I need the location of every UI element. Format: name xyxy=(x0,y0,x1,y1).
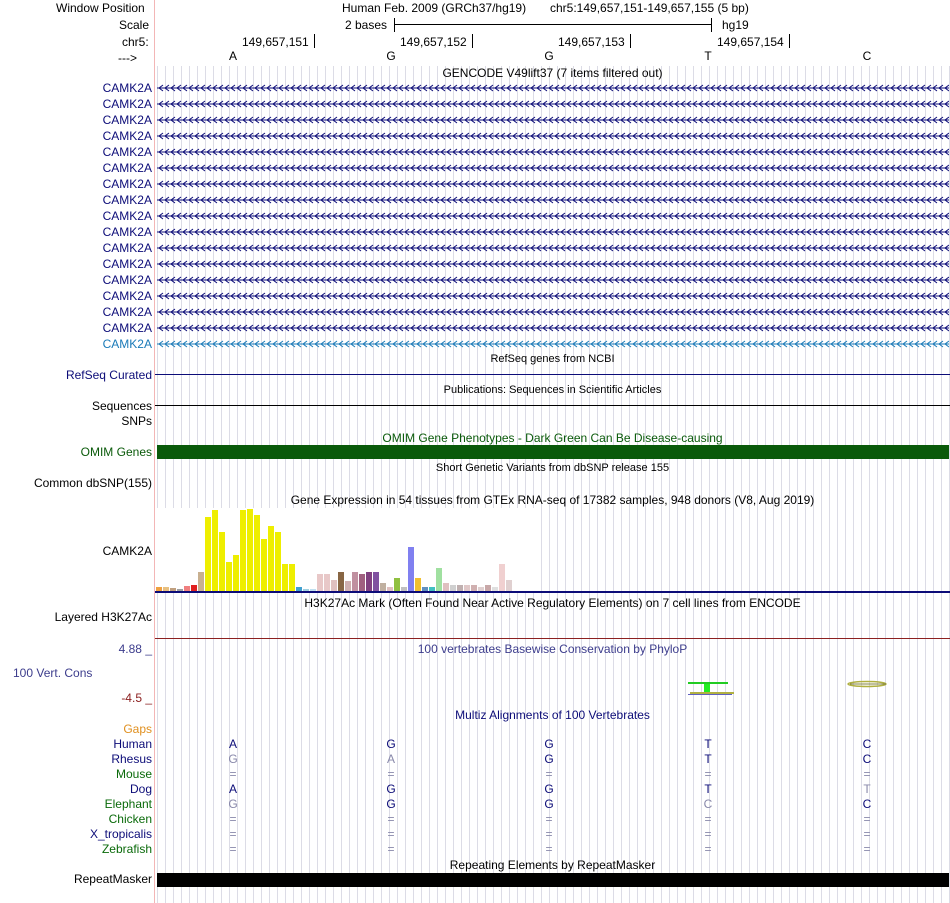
gencode-gene-track[interactable] xyxy=(157,115,949,125)
grid-line xyxy=(325,66,326,903)
gencode-title[interactable]: GENCODE V49lift37 (7 items filtered out) xyxy=(442,66,663,80)
grid-line xyxy=(205,66,206,903)
gencode-gene-track[interactable] xyxy=(157,195,949,205)
multiz-base: C xyxy=(862,737,872,751)
multiz-base: C xyxy=(862,797,872,811)
grid-line xyxy=(765,66,766,903)
multiz-base: = xyxy=(229,842,237,856)
gtex-tissue-bar[interactable] xyxy=(205,517,211,591)
multiz-base: = xyxy=(229,812,237,826)
multiz-base: = xyxy=(863,812,871,826)
grid-line xyxy=(269,66,270,903)
grid-line xyxy=(789,66,790,903)
grid-line xyxy=(533,66,534,903)
grid-line xyxy=(349,66,350,903)
grid-line xyxy=(581,66,582,903)
grid-line xyxy=(725,66,726,903)
gtex-tissue-bar[interactable] xyxy=(345,581,351,591)
grid-line xyxy=(837,66,838,903)
gtex-tissue-bar[interactable] xyxy=(247,509,253,591)
multiz-species-label[interactable]: Mouse xyxy=(115,767,152,781)
gencode-gene-track[interactable] xyxy=(157,99,949,109)
multiz-base: G xyxy=(386,797,396,811)
gtex-tissue-bar[interactable] xyxy=(198,572,204,591)
grid-line xyxy=(461,66,462,903)
coord-tick xyxy=(314,34,315,48)
gencode-gene-label[interactable]: CAMK2A xyxy=(102,145,152,159)
grid-line xyxy=(197,66,198,903)
gencode-gene-label[interactable]: CAMK2A xyxy=(102,225,152,239)
gtex-tissue-bar[interactable] xyxy=(240,510,246,591)
multiz-base: = xyxy=(387,767,395,781)
grid-line xyxy=(509,66,510,903)
grid-line xyxy=(573,66,574,903)
gtex-tissue-bar[interactable] xyxy=(233,555,239,591)
gtex-tissue-bar[interactable] xyxy=(408,547,414,591)
gencode-gene-track[interactable] xyxy=(157,259,949,269)
gtex-tissue-bar[interactable] xyxy=(506,580,512,591)
gencode-gene-label[interactable]: CAMK2A xyxy=(102,161,152,175)
coord-label: 149,657,152 xyxy=(400,35,467,49)
grid-line xyxy=(757,66,758,903)
publications-line xyxy=(155,405,950,406)
grid-line xyxy=(517,66,518,903)
repeatmasker-bar[interactable] xyxy=(157,873,949,887)
multiz-base: = xyxy=(387,812,395,826)
omim-title[interactable]: OMIM Gene Phenotypes - Dark Green Can Be Disease-causing xyxy=(382,431,723,445)
grid-line xyxy=(645,66,646,903)
gtex-tissue-bar[interactable] xyxy=(394,578,400,591)
grid-line xyxy=(677,66,678,903)
gtex-tissue-bar[interactable] xyxy=(499,564,505,591)
multiz-base: = xyxy=(545,842,553,856)
gencode-gene-label[interactable]: CAMK2A xyxy=(102,289,152,303)
grid-line xyxy=(613,66,614,903)
scale-bar xyxy=(394,24,711,25)
base-letter: C xyxy=(862,49,872,63)
grid-line xyxy=(589,66,590,903)
base-letter: G xyxy=(386,49,396,63)
gencode-gene-track[interactable] xyxy=(157,147,949,157)
grid-line xyxy=(485,66,486,903)
coord-label: 149,657,151 xyxy=(242,35,309,49)
grid-line xyxy=(597,66,598,903)
grid-line xyxy=(221,66,222,903)
gencode-gene-track[interactable] xyxy=(157,243,949,253)
gencode-gene-label[interactable]: CAMK2A xyxy=(102,241,152,255)
gencode-gene-track[interactable] xyxy=(157,323,949,333)
multiz-base: G xyxy=(386,782,396,796)
gtex-tissue-bar[interactable] xyxy=(443,583,449,591)
gencode-gene-track[interactable] xyxy=(157,339,949,349)
grid-line xyxy=(717,66,718,903)
gtex-tissue-bar[interactable] xyxy=(268,526,274,591)
gtex-tissue-bar[interactable] xyxy=(324,574,330,591)
multiz-base: = xyxy=(704,812,712,826)
refseq-title[interactable]: RefSeq genes from NCBI xyxy=(490,353,615,365)
multiz-base: G xyxy=(544,752,554,766)
multiz-base: = xyxy=(863,767,871,781)
gtex-tissue-bar[interactable] xyxy=(212,510,218,591)
grid-line xyxy=(933,66,934,903)
window-position-label: Window Position xyxy=(56,1,145,15)
gencode-gene-track[interactable] xyxy=(157,131,949,141)
multiz-base: = xyxy=(545,767,553,781)
gencode-gene-label[interactable]: CAMK2A xyxy=(102,193,152,207)
gtex-tissue-bar[interactable] xyxy=(219,532,225,591)
grid-line xyxy=(813,66,814,903)
gencode-gene-label[interactable]: CAMK2A xyxy=(102,321,152,335)
grid-line xyxy=(901,66,902,903)
h3k27ac-label[interactable]: Layered H3K27Ac xyxy=(54,610,152,624)
grid-line xyxy=(341,66,342,903)
grid-line xyxy=(749,66,750,903)
grid-line xyxy=(661,66,662,903)
gencode-gene-track[interactable] xyxy=(157,163,949,173)
multiz-base: G xyxy=(228,752,238,766)
phylop-max: 4.88 _ xyxy=(118,642,152,656)
gencode-gene-track[interactable] xyxy=(157,307,949,317)
multiz-species-label[interactable]: Human xyxy=(113,737,152,751)
grid-line xyxy=(165,66,166,903)
scale-bar-right-tick xyxy=(711,18,712,32)
grid-line xyxy=(637,66,638,903)
grid-line xyxy=(525,66,526,903)
gencode-gene-label[interactable]: CAMK2A xyxy=(102,97,152,111)
grid-line xyxy=(285,66,286,903)
gencode-gene-label[interactable]: CAMK2A xyxy=(102,209,152,223)
grid-line xyxy=(405,66,406,903)
grid-line xyxy=(893,66,894,903)
grid-line xyxy=(309,66,310,903)
publications-label[interactable]: Sequences xyxy=(91,399,152,413)
multiz-species-label[interactable]: Zebrafish xyxy=(101,842,152,856)
base-letter: A xyxy=(228,49,237,63)
multiz-base: = xyxy=(229,827,237,841)
coord-label: 149,657,154 xyxy=(717,35,784,49)
repeatmasker-title[interactable]: Repeating Elements by RepeatMasker xyxy=(449,858,656,872)
grid-line xyxy=(741,66,742,903)
multiz-base: G xyxy=(386,737,396,751)
grid-line xyxy=(373,66,374,903)
multiz-base: T xyxy=(704,752,712,766)
scale-text: 2 bases xyxy=(345,18,388,32)
multiz-species-label[interactable]: Dog xyxy=(129,782,152,796)
scale-label: Scale xyxy=(119,18,150,32)
phylop-title[interactable]: 100 vertebrates Basewise Conservation by PhyloP xyxy=(417,642,688,656)
gtex-tissue-bar[interactable] xyxy=(317,574,323,591)
multiz-base: = xyxy=(545,827,553,841)
base-letter: T xyxy=(704,49,712,63)
gtex-baseline xyxy=(155,591,950,593)
multiz-base: T xyxy=(704,737,712,751)
multiz-base: C xyxy=(703,797,713,811)
gaps-label[interactable]: Gaps xyxy=(123,722,152,736)
base-letter: G xyxy=(544,49,554,63)
gencode-gene-label[interactable]: CAMK2A xyxy=(102,81,152,95)
multiz-base: = xyxy=(704,827,712,841)
grid-line xyxy=(733,66,734,903)
gencode-gene-label[interactable]: CAMK2A xyxy=(102,113,152,127)
grid-line xyxy=(277,66,278,903)
multiz-base: = xyxy=(863,842,871,856)
grid-line xyxy=(685,66,686,903)
gencode-gene-track[interactable] xyxy=(157,291,949,301)
grid-line xyxy=(493,66,494,903)
grid-line xyxy=(781,66,782,903)
multiz-base: A xyxy=(228,782,237,796)
grid-line xyxy=(773,66,774,903)
grid-line xyxy=(557,66,558,903)
grid-line xyxy=(173,66,174,903)
multiz-species-label[interactable]: Rhesus xyxy=(111,752,152,766)
grid-line xyxy=(333,66,334,903)
grid-line xyxy=(357,66,358,903)
grid-line xyxy=(845,66,846,903)
multiz-species-label[interactable]: Chicken xyxy=(108,812,152,826)
coord-tick xyxy=(472,34,473,48)
gtex-tissue-bar[interactable] xyxy=(261,539,267,591)
grid-line xyxy=(941,66,942,903)
grid-line xyxy=(421,66,422,903)
multiz-base: T xyxy=(704,782,712,796)
grid-line xyxy=(797,66,798,903)
h3k27ac-line xyxy=(155,638,950,639)
grid-line xyxy=(909,66,910,903)
multiz-base: C xyxy=(862,752,872,766)
grid-line xyxy=(453,66,454,903)
multiz-base: G xyxy=(544,797,554,811)
grid-line xyxy=(365,66,366,903)
grid-line xyxy=(181,66,182,903)
grid-line xyxy=(261,66,262,903)
position-readout[interactable]: chr5:149,657,151-149,657,155 (5 bp) xyxy=(550,1,749,15)
assembly-label: Human Feb. 2009 (GRCh37/hg19) xyxy=(342,1,527,15)
phylop-glyph-t xyxy=(686,680,736,698)
grid-line xyxy=(189,66,190,903)
gtex-tissue-bar[interactable] xyxy=(275,532,281,591)
dbsnp-label[interactable]: Common dbSNP(155) xyxy=(33,476,152,490)
multiz-base: G xyxy=(544,737,554,751)
gencode-gene-label[interactable]: CAMK2A xyxy=(102,273,152,287)
grid-line xyxy=(501,66,502,903)
phylop-min: -4.5 _ xyxy=(121,691,152,705)
gencode-gene-label[interactable]: CAMK2A xyxy=(102,305,152,319)
multiz-base: = xyxy=(545,812,553,826)
multiz-base: G xyxy=(544,782,554,796)
multiz-base: G xyxy=(228,797,238,811)
h3k27ac-title[interactable]: H3K27Ac Mark (Often Found Near Active Regulatory Elements) on 7 cell lines from ENCODE xyxy=(304,596,801,610)
grid-line xyxy=(565,66,566,903)
coord-tick xyxy=(630,34,631,48)
multiz-title[interactable]: Multiz Alignments of 100 Vertebrates xyxy=(455,708,650,722)
multiz-base: = xyxy=(229,767,237,781)
gtex-tissue-bar[interactable] xyxy=(282,564,288,591)
grid-line xyxy=(397,66,398,903)
grid-line xyxy=(253,66,254,903)
gtex-label[interactable]: CAMK2A xyxy=(102,544,152,558)
strand-label: ---> xyxy=(118,51,137,65)
gencode-gene-track[interactable] xyxy=(157,211,949,221)
gtex-tissue-bar[interactable] xyxy=(380,583,386,591)
grid-line xyxy=(157,66,158,903)
grid-line xyxy=(829,66,830,903)
coord-label: 149,657,153 xyxy=(558,35,625,49)
grid-line xyxy=(925,66,926,903)
gtex-tissue-bar[interactable] xyxy=(373,572,379,591)
grid-line xyxy=(445,66,446,903)
grid-line xyxy=(477,66,478,903)
phylop-label[interactable]: 100 Vert. Cons xyxy=(13,666,93,680)
scale-bar-left-tick xyxy=(394,18,395,32)
grid-line xyxy=(853,66,854,903)
multiz-base: = xyxy=(387,842,395,856)
multiz-base: A xyxy=(228,737,237,751)
gtex-barchart[interactable] xyxy=(156,508,536,591)
omim-label[interactable]: OMIM Genes xyxy=(80,445,152,459)
coord-tick xyxy=(789,34,790,48)
grid-line xyxy=(293,66,294,903)
refseq-line xyxy=(155,374,950,375)
grid-line xyxy=(693,66,694,903)
multiz-species-label[interactable]: X_tropicalis xyxy=(89,827,152,841)
gtex-tissue-bar[interactable] xyxy=(289,564,295,591)
gencode-gene-track[interactable] xyxy=(157,179,949,189)
phylop-glyph-c xyxy=(846,680,890,688)
grid-line xyxy=(541,66,542,903)
multiz-base: = xyxy=(863,827,871,841)
gtex-tissue-bar[interactable] xyxy=(359,574,365,591)
grid-line xyxy=(469,66,470,903)
gencode-gene-track[interactable] xyxy=(157,275,949,285)
chrom-label: chr5: xyxy=(122,35,149,49)
gencode-gene-track[interactable] xyxy=(157,83,949,93)
grid-line xyxy=(805,66,806,903)
grid-line xyxy=(437,66,438,903)
snps-label[interactable]: SNPs xyxy=(121,414,152,428)
grid-line xyxy=(213,66,214,903)
gtex-tissue-bar[interactable] xyxy=(226,562,232,591)
grid-line xyxy=(621,66,622,903)
refseq-label[interactable]: RefSeq Curated xyxy=(65,368,152,382)
grid-line xyxy=(821,66,822,903)
grid-line xyxy=(381,66,382,903)
gtex-tissue-bar[interactable] xyxy=(366,572,372,591)
grid-line xyxy=(877,66,878,903)
dbsnp-title[interactable]: Short Genetic Variants from dbSNP release 155 xyxy=(435,462,670,474)
omim-bar[interactable] xyxy=(157,445,949,459)
multiz-base: A xyxy=(386,752,395,766)
gencode-gene-label[interactable]: CAMK2A xyxy=(102,177,152,191)
gtex-title[interactable]: Gene Expression in 54 tissues from GTEx RNA-seq of 17382 samples, 948 donors (V8, Aug 2019) xyxy=(290,493,815,507)
grid-line xyxy=(669,66,670,903)
repeatmasker-label[interactable]: RepeatMasker xyxy=(73,872,152,886)
multiz-base: = xyxy=(387,827,395,841)
gencode-gene-label[interactable]: CAMK2A xyxy=(102,337,152,351)
grid-line xyxy=(917,66,918,903)
gtex-tissue-bar[interactable] xyxy=(415,578,421,591)
grid-line xyxy=(629,66,630,903)
gtex-tissue-bar[interactable] xyxy=(338,572,344,591)
gencode-gene-label[interactable]: CAMK2A xyxy=(102,129,152,143)
grid-line xyxy=(885,66,886,903)
gtex-tissue-bar[interactable] xyxy=(254,515,260,591)
grid-line xyxy=(413,66,414,903)
grid-line xyxy=(605,66,606,903)
gtex-tissue-bar[interactable] xyxy=(331,580,337,591)
grid-line xyxy=(317,66,318,903)
multiz-base: T xyxy=(863,782,871,796)
multiz-species-label[interactable]: Elephant xyxy=(104,797,152,811)
multiz-base: = xyxy=(704,767,712,781)
grid-line xyxy=(429,66,430,903)
gencode-gene-label[interactable]: CAMK2A xyxy=(102,257,152,271)
gencode-gene-track[interactable] xyxy=(157,227,949,237)
scale-db: hg19 xyxy=(722,18,749,32)
multiz-base: = xyxy=(704,842,712,856)
gtex-tissue-bar[interactable] xyxy=(436,568,442,591)
gtex-tissue-bar[interactable] xyxy=(352,572,358,591)
grid-line xyxy=(245,66,246,903)
publications-title[interactable]: Publications: Sequences in Scientific Articles xyxy=(443,384,662,396)
grid-line xyxy=(301,66,302,903)
grid-line xyxy=(653,66,654,903)
